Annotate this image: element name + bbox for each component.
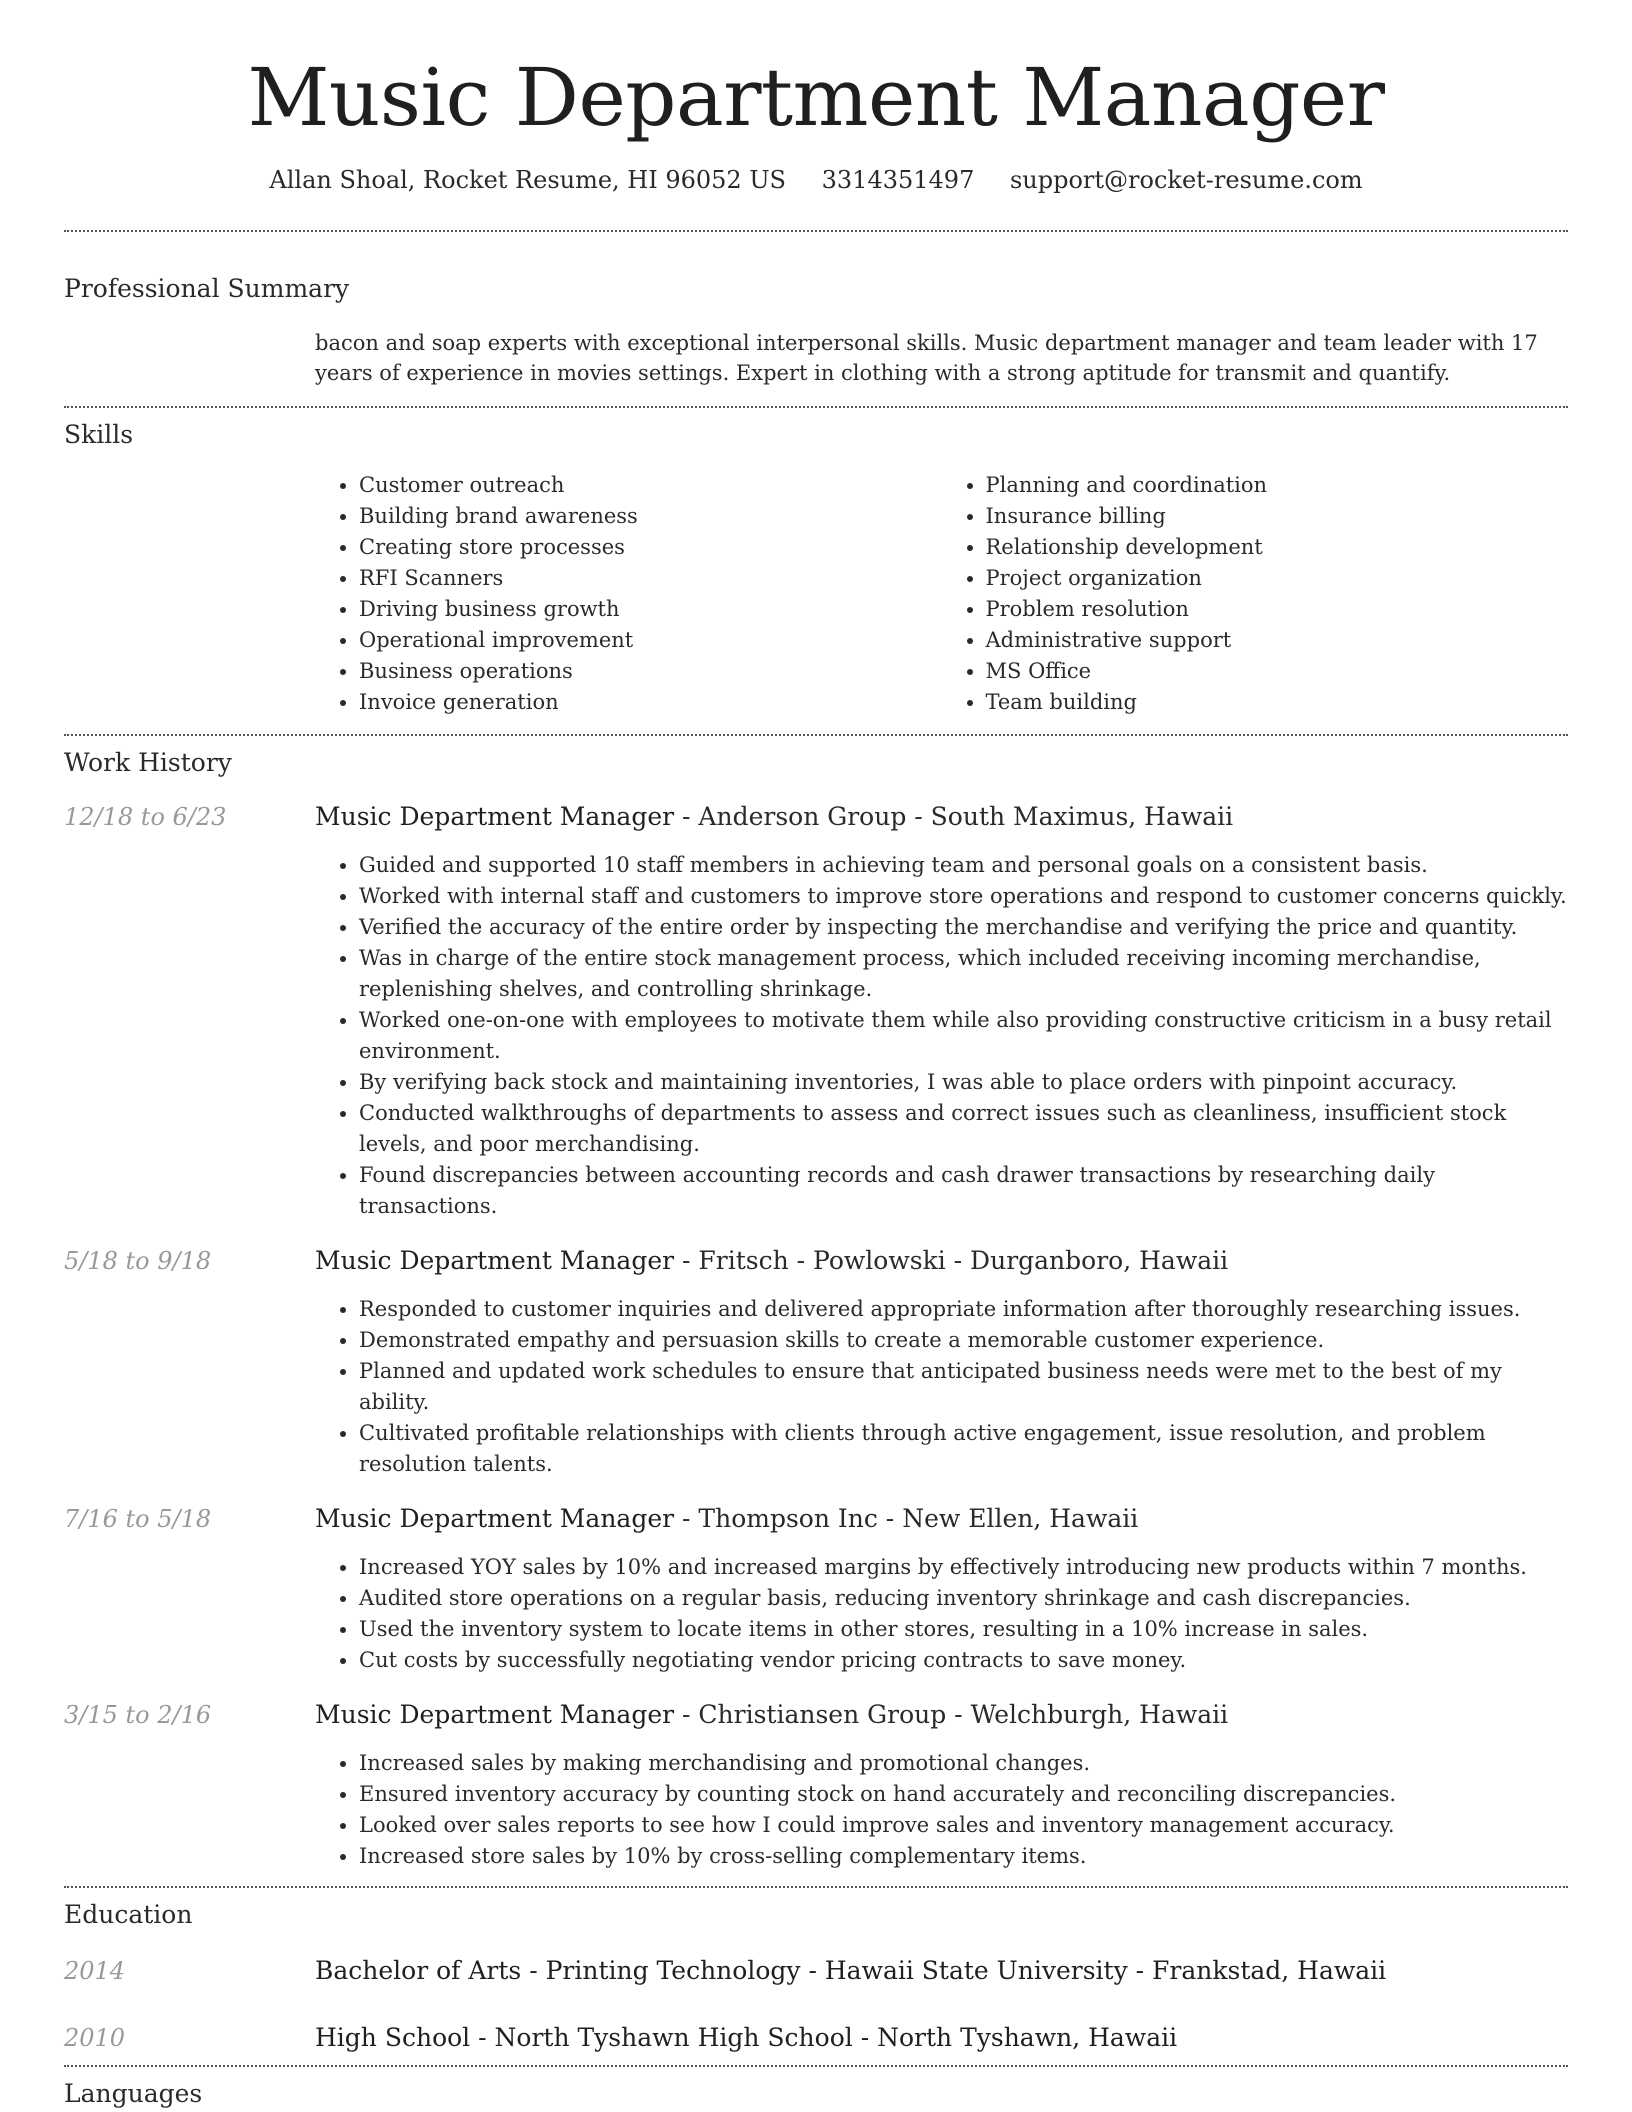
education-entry <box>64 2023 1568 2053</box>
job-bullet: • Demonstrated empathy and persuasion skills to create a memorable customer experience. <box>359 1325 1568 1356</box>
education-entry <box>64 1956 1568 1986</box>
summary-section <box>64 274 1568 388</box>
job-separator: - <box>674 1246 699 1275</box>
education-section <box>64 1900 1568 2053</box>
job-entry <box>64 802 1568 1222</box>
job-bullets <box>315 850 1568 1222</box>
skill-item: • Planning and coordination <box>986 470 1569 501</box>
skills-section <box>64 420 1568 718</box>
skill-item: • MS Office <box>986 656 1569 687</box>
skill-item: • Operational improvement <box>359 625 942 656</box>
job-bullet: • Increased store sales by 10% by cross-selling complementary items. <box>359 1841 1568 1872</box>
job-entry <box>64 1700 1568 1872</box>
education-degree: Bachelor of Arts - Printing Technology <box>315 1956 801 1985</box>
summary-text: bacon and soap experts with exceptional interpersonal skills. Music department manager and team leader with 17 years of experience in movies settings. Expert in clothing with a strong aptitude for transmit and quantify. <box>315 331 1538 385</box>
skill-item: • Building brand awareness <box>359 501 942 532</box>
job-bullet: • Increased YOY sales by 10% and increased margins by effectively introducing new products within 7 months. <box>359 1552 1568 1583</box>
job-dates: 5/18 to 9/18 <box>64 1247 212 1275</box>
skill-item: • Team building <box>986 687 1569 718</box>
job-list <box>64 802 1568 1872</box>
job-entry <box>64 1504 1568 1676</box>
job-role: Music Department Manager <box>315 1504 675 1533</box>
education-details <box>315 1956 1568 1986</box>
education-degree: High School <box>315 2023 471 2052</box>
job-bullet: • Ensured inventory accuracy by counting stock on hand accurately and reconciling discrepancies. <box>359 1779 1568 1810</box>
section-title: Languages <box>64 2079 203 2108</box>
job-bullet: • Audited store operations on a regular basis, reducing inventory shrinkage and cash discrepancies. <box>359 1583 1568 1614</box>
section-title: Skills <box>64 420 134 449</box>
job-bullets <box>315 1748 1568 1872</box>
education-details <box>315 2023 1568 2053</box>
job-heading <box>315 802 1568 832</box>
skill-item: • Project organization <box>986 563 1569 594</box>
job-employer: Anderson Group - South Maximus, Hawaii <box>698 802 1234 831</box>
contact-address: Allan Shoal, Rocket Resume, HI 96052 US <box>269 166 786 194</box>
skill-item: • Insurance billing <box>986 501 1569 532</box>
divider <box>64 1886 1568 1888</box>
skills-grid <box>315 470 1568 718</box>
section-title: Professional Summary <box>64 274 350 303</box>
job-heading <box>315 1700 1568 1730</box>
divider <box>64 734 1568 736</box>
job-details <box>315 1504 1568 1676</box>
job-details <box>315 1700 1568 1872</box>
contact-email[interactable]: support@rocket-resume.com <box>1009 166 1363 194</box>
job-employer: Fritsch - Powlowski - Durganboro, Hawaii <box>698 1246 1229 1275</box>
job-bullet: • Planned and updated work schedules to ensure that anticipated business needs were met to the best of my ability. <box>359 1356 1568 1418</box>
languages-section <box>64 2079 1568 2109</box>
job-role: Music Department Manager <box>315 802 675 831</box>
divider <box>64 406 1568 408</box>
resume-name: Music Department Manager <box>247 51 1385 144</box>
skill-item: • Business operations <box>359 656 942 687</box>
job-details <box>315 1246 1568 1480</box>
job-bullet: • By verifying back stock and maintaining inventories, I was able to place orders with pinpoint accuracy. <box>359 1067 1568 1098</box>
section-title: Education <box>64 1900 193 1929</box>
skill-item: • Invoice generation <box>359 687 942 718</box>
job-bullet: • Worked with internal staff and customers to improve store operations and respond to customer concerns quickly. <box>359 881 1568 912</box>
job-separator: - <box>674 1504 699 1533</box>
job-bullet: • Responded to customer inquiries and delivered appropriate information after thoroughly researching issues. <box>359 1294 1568 1325</box>
job-bullet: • Guided and supported 10 staff members in achieving team and personal goals on a consistent basis. <box>359 850 1568 881</box>
job-bullets <box>315 1552 1568 1676</box>
skill-item: • Administrative support <box>986 625 1569 656</box>
skill-item: • Problem resolution <box>986 594 1569 625</box>
job-dates: 7/16 to 5/18 <box>64 1505 212 1533</box>
job-dates: 12/18 to 6/23 <box>64 803 227 831</box>
job-heading <box>315 1246 1568 1276</box>
job-dates: 3/15 to 2/16 <box>64 1701 212 1729</box>
job-entry <box>64 1246 1568 1480</box>
skills-list-right <box>942 470 1569 718</box>
job-bullet: • Verified the accuracy of the entire order by inspecting the merchandise and verifying the price and quantity. <box>359 912 1568 943</box>
resume-page <box>64 0 1568 2109</box>
education-list <box>64 1956 1568 2053</box>
work-section <box>64 748 1568 1872</box>
skill-item: • Driving business growth <box>359 594 942 625</box>
contact-phone: 3314351497 <box>821 166 975 194</box>
skill-item: • Creating store processes <box>359 532 942 563</box>
job-bullet: • Was in charge of the entire stock management process, which included receiving incoming merchandise, replenishing shelves, and controlling shrinkage. <box>359 943 1568 1005</box>
job-role: Music Department Manager <box>315 1246 675 1275</box>
skill-item: • Relationship development <box>986 532 1569 563</box>
job-bullet: • Increased sales by making merchandising and promotional changes. <box>359 1748 1568 1779</box>
section-title: Work History <box>64 748 232 777</box>
education-year: 2010 <box>64 2024 126 2052</box>
job-bullet: • Looked over sales reports to see how I could improve sales and inventory management accuracy. <box>359 1810 1568 1841</box>
education-year: 2014 <box>64 1957 126 1985</box>
job-bullet: • Worked one-on-one with employees to motivate them while also providing constructive criticism in a busy retail environment. <box>359 1005 1568 1067</box>
divider <box>64 2065 1568 2067</box>
skill-item: • Customer outreach <box>359 470 942 501</box>
job-separator: - <box>674 1700 699 1729</box>
job-bullet: • Cut costs by successfully negotiating vendor pricing contracts to save money. <box>359 1645 1568 1676</box>
job-bullet: • Found discrepancies between accounting records and cash drawer transactions by researching daily transactions. <box>359 1160 1568 1222</box>
job-bullet: • Conducted walkthroughs of departments to assess and correct issues such as cleanliness, insufficient stock levels, and poor merchandising. <box>359 1098 1568 1160</box>
contact-line <box>64 166 1568 194</box>
education-separator: - <box>470 2023 495 2052</box>
job-employer: Thompson Inc - New Ellen, Hawaii <box>698 1504 1139 1533</box>
job-role: Music Department Manager <box>315 1700 675 1729</box>
education-school: Hawaii State University - Frankstad, Hawaii <box>824 1956 1387 1985</box>
education-school: North Tyshawn High School - North Tyshawn, Hawaii <box>494 2023 1178 2052</box>
job-bullet: • Used the inventory system to locate items in other stores, resulting in a 10% increase in sales. <box>359 1614 1568 1645</box>
job-details <box>315 802 1568 1222</box>
skill-item: • RFI Scanners <box>359 563 942 594</box>
job-separator: - <box>674 802 699 831</box>
education-separator: - <box>800 1956 825 1985</box>
divider <box>64 230 1568 232</box>
job-employer: Christiansen Group - Welchburgh, Hawaii <box>698 1700 1229 1729</box>
job-bullets <box>315 1294 1568 1480</box>
skills-list-left <box>315 470 942 718</box>
job-bullet: • Cultivated profitable relationships with clients through active engagement, issue resolution, and problem resolution talents. <box>359 1418 1568 1480</box>
job-heading <box>315 1504 1568 1534</box>
